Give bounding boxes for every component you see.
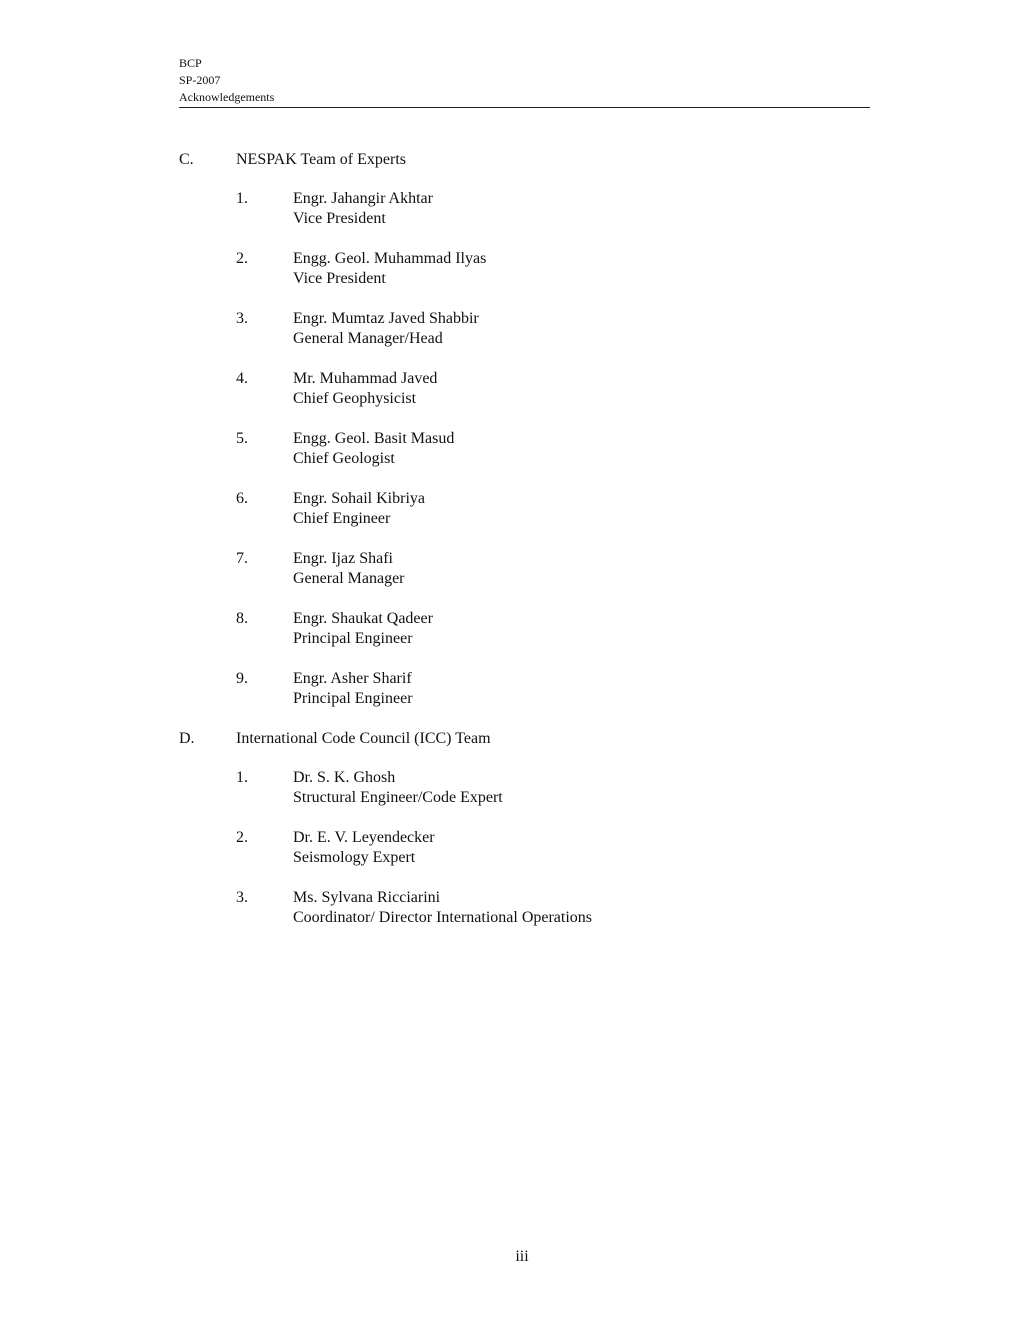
- member-name: Engr. Shaukat Qadeer: [293, 610, 433, 627]
- team-member: [179, 888, 879, 928]
- member-name: Engr. Asher Sharif: [293, 670, 412, 687]
- member-number: 1.: [236, 769, 248, 786]
- member-number: 5.: [236, 430, 248, 447]
- member-name: Engr. Jahangir Akhtar: [293, 190, 433, 207]
- section-heading-c: [179, 150, 879, 170]
- team-member: [179, 549, 879, 589]
- header-chapter-title: Acknowledgements: [179, 90, 275, 104]
- team-member: [179, 768, 879, 808]
- member-number: 6.: [236, 490, 248, 507]
- team-member: [179, 189, 879, 229]
- member-name: Dr. E. V. Leyendecker: [293, 829, 435, 846]
- member-role: Structural Engineer/Code Expert: [293, 789, 503, 806]
- section-letter: C.: [179, 151, 194, 168]
- member-number: 7.: [236, 550, 248, 567]
- section-heading-d: [179, 729, 879, 749]
- member-name: Ms. Sylvana Ricciarini: [293, 889, 441, 906]
- section-letter: D.: [179, 730, 195, 747]
- member-number: 2.: [236, 250, 248, 267]
- team-member: [179, 609, 879, 649]
- section-title: International Code Council (ICC) Team: [236, 730, 491, 747]
- member-role: Vice President: [293, 210, 386, 227]
- member-number: 2.: [236, 829, 248, 846]
- member-number: 4.: [236, 370, 248, 387]
- member-name: Engr. Ijaz Shafi: [293, 550, 393, 567]
- team-member: [179, 429, 879, 469]
- member-role: Chief Engineer: [293, 510, 391, 527]
- member-name: Engr. Sohail Kibriya: [293, 490, 425, 507]
- member-role: General Manager/Head: [293, 330, 443, 347]
- member-name: Dr. S. K. Ghosh: [293, 769, 396, 786]
- member-role: Coordinator/ Director International Operations: [293, 909, 593, 926]
- team-member: [179, 669, 879, 709]
- header-doc-number: SP-2007: [179, 73, 221, 87]
- member-role: General Manager: [293, 570, 405, 587]
- section-title: NESPAK Team of Experts: [236, 151, 406, 168]
- team-member: [179, 249, 879, 289]
- member-role: Principal Engineer: [293, 630, 413, 647]
- member-role: Chief Geologist: [293, 450, 395, 467]
- member-number: 1.: [236, 190, 248, 207]
- member-role: Chief Geophysicist: [293, 390, 417, 407]
- member-name: Mr. Muhammad Javed: [293, 370, 438, 387]
- member-number: 3.: [236, 310, 248, 327]
- acknowledgements-content: [179, 150, 879, 948]
- team-member: [179, 828, 879, 868]
- member-role: Principal Engineer: [293, 690, 413, 707]
- member-number: 3.: [236, 889, 248, 906]
- team-member: [179, 369, 879, 409]
- member-number: 9.: [236, 670, 248, 687]
- member-name: Engg. Geol. Muhammad Ilyas: [293, 250, 487, 267]
- member-role: Vice President: [293, 270, 386, 287]
- running-header: [179, 55, 870, 108]
- member-number: 8.: [236, 610, 248, 627]
- page-number: iii: [515, 1248, 529, 1265]
- member-name: Engg. Geol. Basit Masud: [293, 430, 455, 447]
- member-name: Engr. Mumtaz Javed Shabbir: [293, 310, 479, 327]
- header-doc-code: BCP: [179, 56, 202, 70]
- member-role: Seismology Expert: [293, 849, 416, 866]
- team-member: [179, 309, 879, 349]
- team-member: [179, 489, 879, 529]
